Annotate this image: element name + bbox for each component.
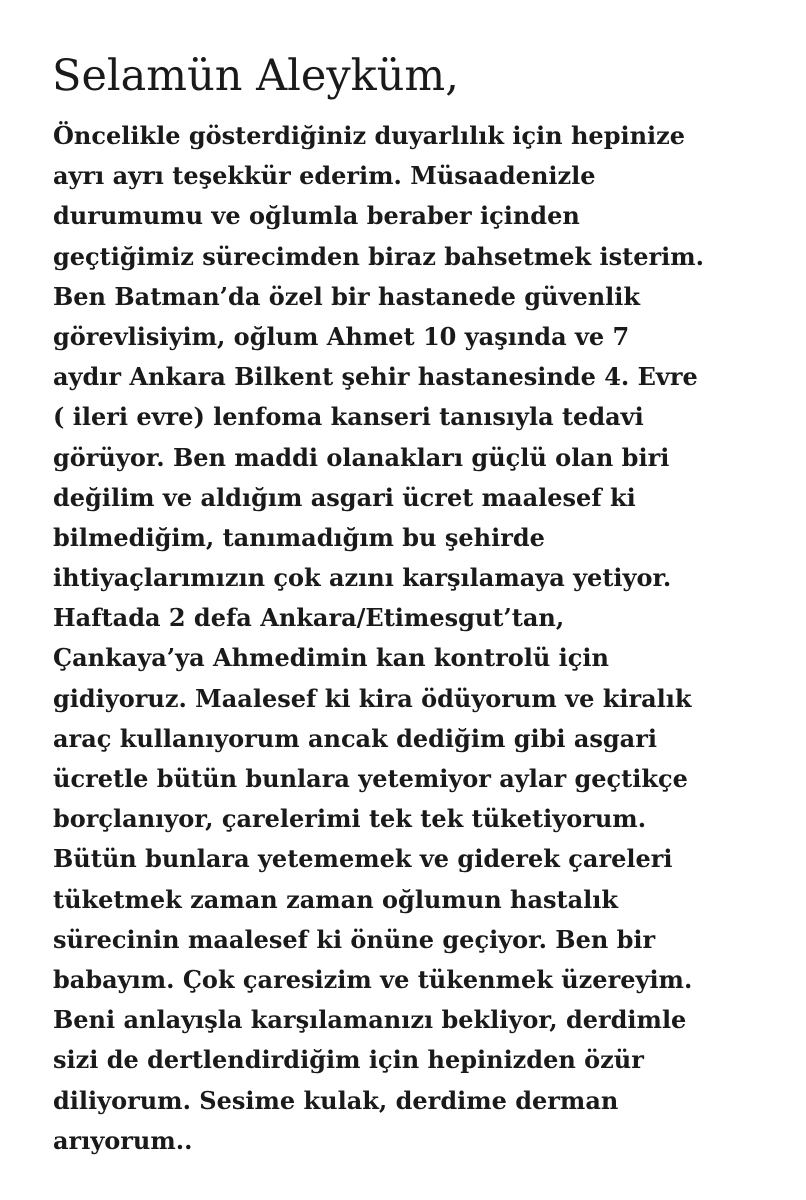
letter-line: aydır Ankara Bilkent şehir hastanesinde 4. Evre: [53, 362, 698, 392]
letter-body: [53, 116, 793, 1161]
letter-line: araç kullanıyorum ancak dediğim gibi asgari: [53, 723, 657, 753]
letter-line: durumumu ve oğlumla beraber içinden: [53, 201, 580, 231]
letter-line: gidiyoruz. Maalesef ki kira ödüyorum ve kiralık: [53, 683, 692, 713]
greeting-heading: Selamün Aleyküm,: [52, 51, 459, 101]
letter-line: görüyor. Ben maddi olanakları güçlü olan biri: [53, 442, 670, 472]
letter-line: babayım. Çok çaresizim ve tükenmek üzereyim.: [53, 964, 693, 994]
letter-line: Öncelikle gösterdiğiniz duyarlılık için hepinize: [53, 121, 686, 150]
letter-line: ayrı ayrı teşekkür ederim. Müsaadenizle: [53, 161, 596, 191]
letter-line: borçlanıyor, çarelerimi tek tek tüketiyorum.: [53, 804, 647, 834]
letter-line: geçtiğimiz sürecimden biraz bahsetmek isterim.: [53, 241, 704, 271]
letter-line: tüketmek zaman zaman oğlumun hastalık: [53, 884, 619, 914]
letter-line: ücretle bütün bunlara yetemiyor aylar geçtikçe: [53, 764, 688, 793]
letter-line: diliyorum. Sesime kulak, derdime derman: [53, 1085, 619, 1115]
letter-line: değilim ve aldığım asgari ücret maalesef ki: [53, 482, 636, 512]
letter-line: Bütün bunlara yetememek ve giderek çareleri: [53, 844, 673, 874]
letter-line: arıyorum..: [53, 1125, 193, 1155]
letter-line: sürecinin maalesef ki önüne geçiyor. Ben bir: [53, 924, 656, 954]
letter-line: ihtiyaçlarımızın çok azını karşılamaya yetiyor.: [53, 563, 672, 593]
letter-line: sizi de dertlendirdiğim için hepinizden özür: [53, 1045, 644, 1075]
letter-line: bilmediğim, tanımadığım bu şehirde: [53, 522, 545, 552]
letter-line: Beni anlayışla karşılamanızı bekliyor, derdimle: [53, 1005, 687, 1035]
letter-line: ( ileri evre) lenfoma kanseri tanısıyla tedavi: [53, 402, 644, 432]
letter-line: görevlisiyim, oğlum Ahmet 10 yaşında ve 7: [53, 321, 630, 351]
letter-line: Haftada 2 defa Ankara/Etimesgut’tan,: [53, 603, 565, 633]
letter-line: Çankaya’ya Ahmedimin kan kontrolü için: [53, 643, 609, 673]
letter-line: Ben Batman’da özel bir hastanede güvenlik: [53, 281, 641, 311]
